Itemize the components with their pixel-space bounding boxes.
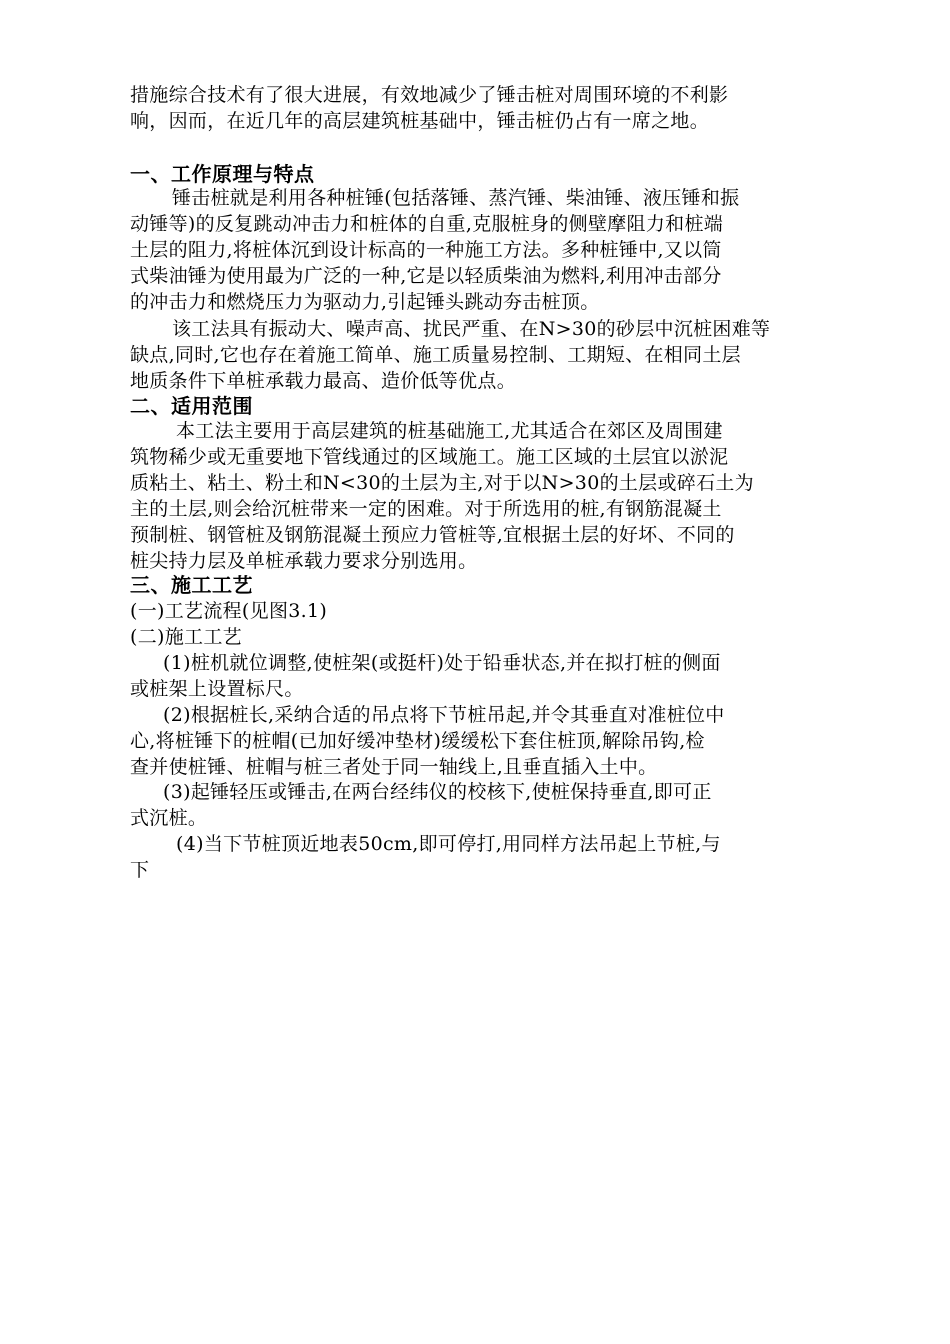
step-line: 式沉桩。 xyxy=(130,807,208,829)
step-line: (2)根据桩长,采纳合适的吊点将下节桩吊起,并令其垂直对准桩位中 xyxy=(163,704,725,726)
subheading: (一)工艺流程(见图3.1) xyxy=(130,600,328,622)
step-line: (3)起锤轻压或锤击,在两台经纬仪的校核下,使桩保持垂直,即可正 xyxy=(163,781,712,803)
paragraph-line: 主的土层,则会给沉桩带来一定的困难。对于所选用的桩,有钢筋混凝土 xyxy=(130,498,722,520)
section-heading: 二、适用范围 xyxy=(130,394,253,418)
subheading: (二)施工工艺 xyxy=(130,626,242,648)
paragraph-line: 质粘土、粘土、粉土和N<30的土层为主,对于以N>30的土层或碎石土为 xyxy=(130,472,754,494)
paragraph-line: 土层的阻力,将桩体沉到设计标高的一种施工方法。多种桩锤中,又以筒 xyxy=(130,239,722,261)
paragraph-line: 桩尖持力层及单桩承载力要求分别选用。 xyxy=(130,550,478,572)
paragraph-line: 锤击桩就是利用各种桩锤(包括落锤、蒸汽锤、柴油锤、液压锤和振 xyxy=(172,187,740,209)
step-line: 查并使桩锤、桩帽与桩三者处于同一轴线上,且垂直插入土中。 xyxy=(130,756,658,778)
step-line: (1)桩机就位调整,使桩架(或挺杆)处于铅垂状态,并在拟打桩的侧面 xyxy=(163,652,721,674)
paragraph-line: 动锤等)的反复跳动冲击力和桩体的自重,克服桩身的侧壁摩阻力和桩端 xyxy=(130,213,724,235)
intro-line: 措施综合技术有了很大进展，有效地减少了锤击桩对周围环境的不利影 xyxy=(130,84,729,106)
paragraph-line: 式柴油锤为使用最为广泛的一种,它是以轻质柴油为燃料,利用冲击部分 xyxy=(130,265,722,287)
step-line: 下 xyxy=(130,859,150,881)
step-line: 或桩架上设置标尺。 xyxy=(130,678,304,700)
paragraph-line: 地质条件下单桩承载力最高、造价低等优点。 xyxy=(130,370,517,392)
paragraph-line: 该工法具有振动大、噪声高、扰民严重、在N>30的砂层中沉桩困难等 xyxy=(172,318,771,340)
paragraph-line: 缺点,同时,它也存在着施工简单、施工质量易控制、工期短、在相同土层 xyxy=(130,344,741,366)
step-line: (4)当下节桩顶近地表50cm,即可停打,用同样方法吊起上节桩,与 xyxy=(176,833,721,855)
paragraph-line: 本工法主要用于高层建筑的桩基础施工,尤其适合在郊区及周围建 xyxy=(176,420,723,442)
paragraph-line: 预制桩、钢管桩及钢筋混凝土预应力管桩等,宜根据土层的好坏、不同的 xyxy=(130,524,735,546)
section-heading: 三、施工工艺 xyxy=(130,573,253,597)
intro-line: 响，因而，在近几年的高层建筑桩基础中，锤击桩仍占有一席之地。 xyxy=(130,110,710,132)
step-line: 心,将桩锤下的桩帽(已加好缓冲垫材)缓缓松下套住桩顶,解除吊钩,检 xyxy=(130,730,705,752)
paragraph-line: 筑物稀少或无重要地下管线通过的区域施工。施工区域的土层宜以淤泥 xyxy=(130,446,729,468)
section-heading: 一、工作原理与特点 xyxy=(130,162,315,186)
paragraph-line: 的冲击力和燃烧压力为驱动力,引起锤头跳动夯击桩顶。 xyxy=(130,291,600,313)
